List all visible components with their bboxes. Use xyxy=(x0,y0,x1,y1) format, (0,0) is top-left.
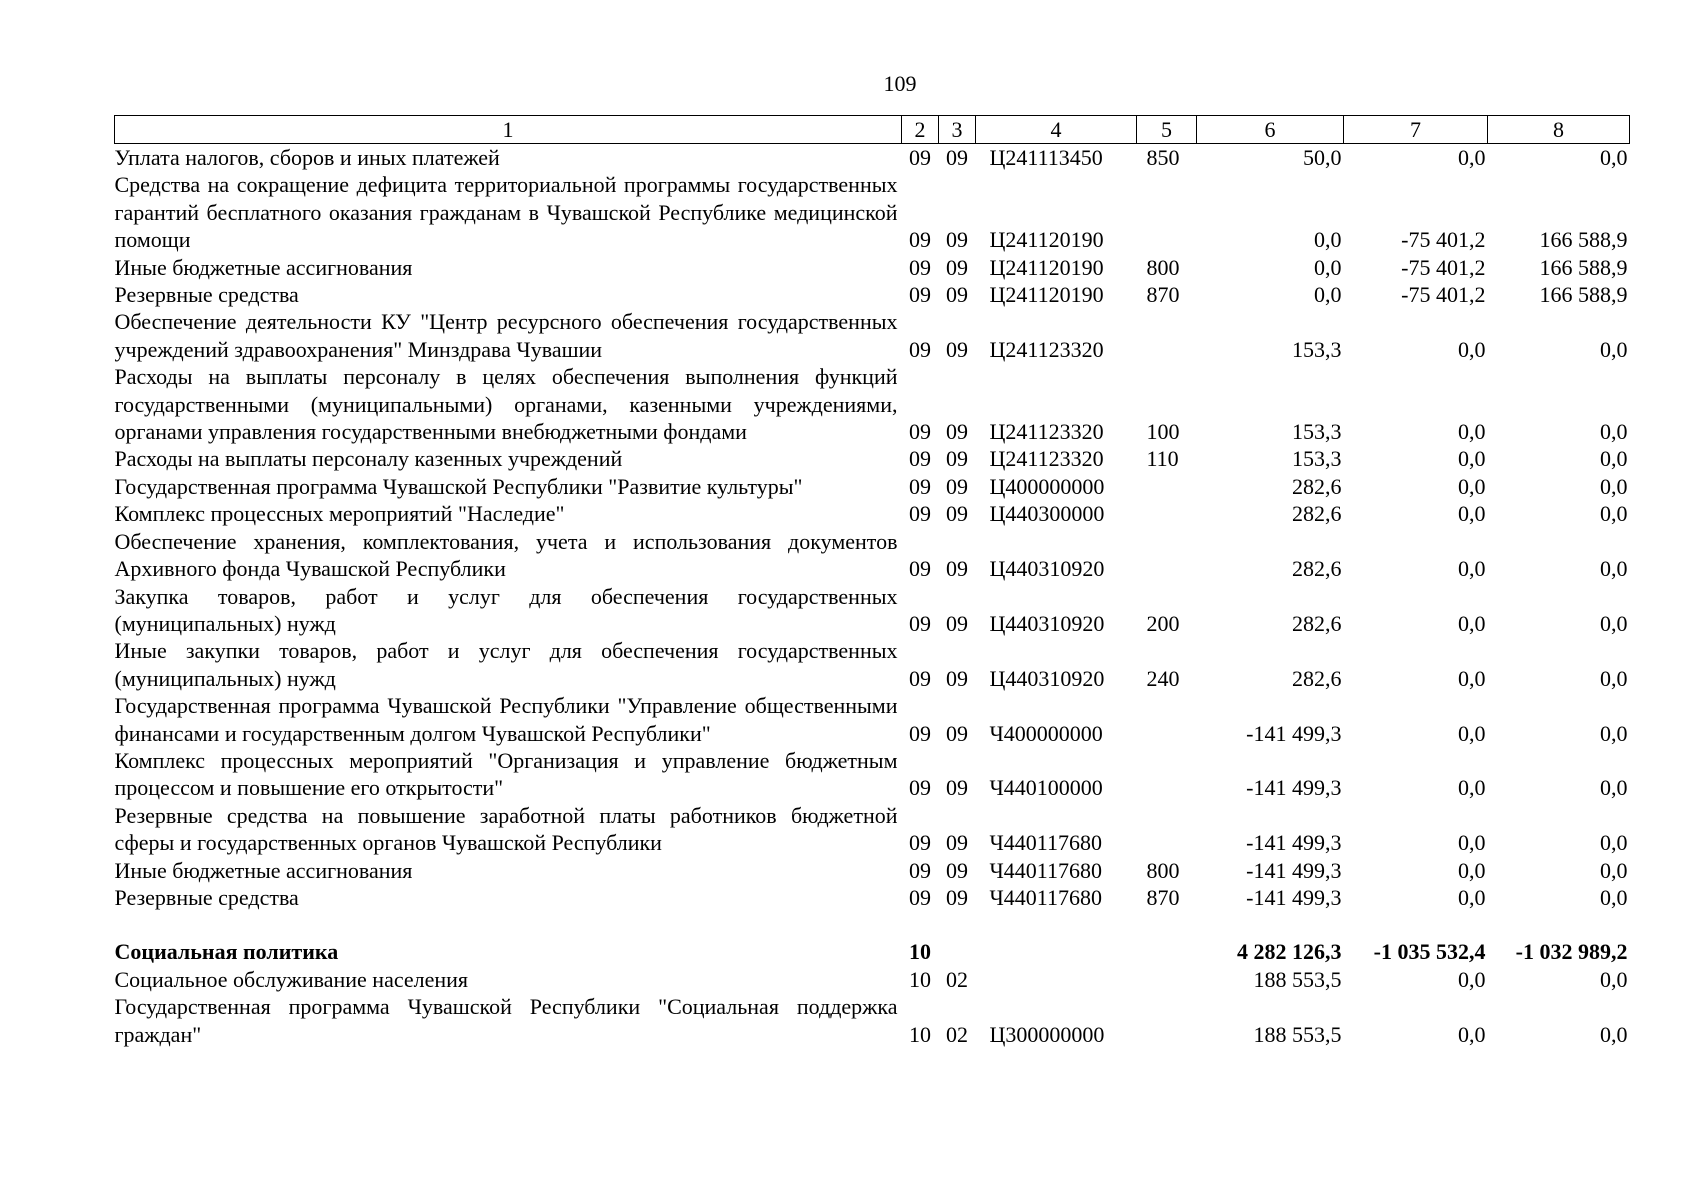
row-name-cell: Комплекс процессных мероприятий "Организация и управление бюджетным процессом и повышение его открытости" xyxy=(114,747,898,801)
row-subsection-cell: 02 xyxy=(946,966,968,992)
row-subsection-cell: 09 xyxy=(946,336,968,362)
table-row xyxy=(115,171,1630,253)
row-subsection-cell xyxy=(939,938,976,965)
row-value-6-cell: 282,6 xyxy=(1292,610,1342,636)
row-value-7-cell: -75 401,2 xyxy=(1401,254,1486,280)
table-row xyxy=(115,363,1630,445)
row-target-article-cell: Ц241113450 xyxy=(989,145,1103,170)
row-expense-type-cell: 850 xyxy=(1146,145,1180,170)
spacer-cell xyxy=(115,911,1630,938)
row-value-6-cell: -141 499,3 xyxy=(1246,830,1342,856)
row-target-article-cell: Ц300000000 xyxy=(989,1021,1105,1047)
column-header-5: 5 xyxy=(1137,116,1197,144)
row-subsection-cell: 09 xyxy=(946,145,968,170)
table-row xyxy=(115,144,1630,172)
table-row xyxy=(115,254,1630,281)
row-expense-type-cell xyxy=(1137,528,1197,583)
row-value-8-cell: 0,0 xyxy=(1600,336,1628,362)
table-header xyxy=(115,116,1630,144)
row-target-article-cell: Ч440117680 xyxy=(989,830,1102,856)
row-target-article-cell: Ц241120190 xyxy=(989,227,1104,253)
row-name-cell: Обеспечение хранения, комплектования, учета и использования документов Архивного фонда Чувашской Республики xyxy=(114,528,898,582)
row-value-8-cell: 0,0 xyxy=(1600,556,1628,582)
row-name-cell: Уплата налогов, сборов и иных платежей xyxy=(114,145,500,170)
row-value-6-cell: 0,0 xyxy=(1314,227,1342,253)
row-value-6-cell: -141 499,3 xyxy=(1246,720,1342,746)
row-value-8-cell: 0,0 xyxy=(1600,473,1628,499)
column-header-6: 6 xyxy=(1197,116,1344,144)
row-value-7-cell: 0,0 xyxy=(1458,830,1486,856)
row-expense-type-cell: 800 xyxy=(1146,857,1180,883)
row-subsection-cell: 09 xyxy=(946,720,968,746)
row-expense-type-cell xyxy=(1137,747,1197,802)
row-name-cell: Резервные средства xyxy=(114,884,299,910)
row-target-article-cell: Ц241123320 xyxy=(989,446,1104,472)
row-value-6-cell: 153,3 xyxy=(1292,419,1342,445)
row-value-7-cell: -75 401,2 xyxy=(1401,282,1486,308)
row-target-article-cell: Ц241123320 xyxy=(989,336,1104,362)
row-value-8-cell: 0,0 xyxy=(1600,830,1628,856)
table-row xyxy=(115,637,1630,692)
row-target-article-cell: Ц241120190 xyxy=(989,254,1104,280)
row-value-7-cell: 0,0 xyxy=(1458,720,1486,746)
row-value-7-cell: -75 401,2 xyxy=(1401,227,1486,253)
row-expense-type-cell xyxy=(1137,938,1197,965)
row-section-cell: 09 xyxy=(909,419,931,445)
row-value-6-cell: 188 553,5 xyxy=(1253,1021,1342,1047)
row-expense-type-cell xyxy=(1137,171,1197,253)
row-section-cell: 09 xyxy=(909,775,931,801)
row-name-cell: Резервные средства на повышение заработной платы работников бюджетной сферы и государственных органов Чувашской Республики xyxy=(114,802,898,856)
row-value-8-cell: 0,0 xyxy=(1600,610,1628,636)
row-subsection-cell: 09 xyxy=(946,254,968,280)
row-expense-type-cell xyxy=(1137,692,1197,747)
row-subsection-cell: 09 xyxy=(946,282,968,308)
row-section-cell: 09 xyxy=(909,610,931,636)
row-value-7-cell: 0,0 xyxy=(1458,419,1486,445)
row-expense-type-cell xyxy=(1137,308,1197,363)
table-row xyxy=(115,747,1630,802)
row-target-article-cell: Ч440117680 xyxy=(989,857,1102,883)
table-row xyxy=(115,473,1630,500)
row-name-cell: Расходы на выплаты персоналу казенных учреждений xyxy=(114,446,623,472)
row-value-8-cell: 0,0 xyxy=(1600,884,1628,910)
row-value-8-cell: 0,0 xyxy=(1600,419,1628,445)
row-section-cell: 09 xyxy=(909,830,931,856)
row-value-8-cell: 0,0 xyxy=(1600,966,1628,992)
row-value-8-cell: 166 588,9 xyxy=(1539,227,1628,253)
row-section-cell: 09 xyxy=(909,336,931,362)
row-expense-type-cell xyxy=(1137,966,1197,993)
row-section-cell: 09 xyxy=(909,254,931,280)
table-row xyxy=(115,802,1630,857)
row-name-cell: Иные бюджетные ассигнования xyxy=(114,857,413,883)
row-expense-type-cell xyxy=(1137,993,1197,1048)
table-row xyxy=(115,884,1630,911)
row-value-8-cell: 0,0 xyxy=(1600,720,1628,746)
table-row xyxy=(115,445,1630,472)
row-value-7-cell: 0,0 xyxy=(1458,1021,1486,1047)
row-section-cell: 09 xyxy=(909,501,931,527)
row-name-cell: Государственная программа Чувашской Республики "Социальная поддержка граждан" xyxy=(114,994,898,1047)
row-name-cell: Закупка товаров, работ и услуг для обеспечения государственных (муниципальных) нужд xyxy=(114,583,898,636)
row-value-7-cell: -1 035 532,4 xyxy=(1373,939,1486,965)
row-section-cell: 09 xyxy=(909,884,931,910)
row-expense-type-cell xyxy=(1137,473,1197,500)
row-name-cell: Иные бюджетные ассигнования xyxy=(114,254,413,280)
table-row xyxy=(115,857,1630,884)
row-value-6-cell: -141 499,3 xyxy=(1246,775,1342,801)
row-name-cell: Резервные средства xyxy=(114,282,299,308)
column-header-2: 2 xyxy=(902,116,939,144)
row-expense-type-cell xyxy=(1137,802,1197,857)
row-value-7-cell: 0,0 xyxy=(1458,556,1486,582)
row-value-6-cell: 0,0 xyxy=(1314,282,1342,308)
row-target-article-cell xyxy=(976,938,1137,965)
row-target-article-cell: Ц440310920 xyxy=(989,556,1105,582)
row-value-6-cell: 50,0 xyxy=(1303,145,1342,170)
row-section-cell: 09 xyxy=(909,665,931,691)
column-header-3: 3 xyxy=(939,116,976,144)
row-value-6-cell: 282,6 xyxy=(1292,556,1342,582)
row-section-cell: 09 xyxy=(909,145,931,170)
column-header-4: 4 xyxy=(976,116,1137,144)
row-name-cell: Государственная программа Чувашской Республики "Развитие культуры" xyxy=(114,473,803,499)
table-body xyxy=(115,144,1630,1049)
table-row xyxy=(115,993,1630,1048)
row-subsection-cell: 09 xyxy=(946,857,968,883)
row-subsection-cell: 09 xyxy=(946,884,968,910)
row-subsection-cell: 09 xyxy=(946,830,968,856)
row-value-8-cell: 0,0 xyxy=(1600,446,1628,472)
row-target-article-cell: Ц440300000 xyxy=(989,501,1105,527)
row-value-7-cell: 0,0 xyxy=(1458,446,1486,472)
row-value-8-cell: 166 588,9 xyxy=(1539,282,1628,308)
row-value-7-cell: 0,0 xyxy=(1458,145,1486,170)
row-subsection-cell: 09 xyxy=(946,775,968,801)
row-subsection-cell: 09 xyxy=(946,501,968,527)
row-section-cell: 10 xyxy=(909,939,931,965)
row-subsection-cell: 09 xyxy=(946,446,968,472)
row-subsection-cell: 09 xyxy=(946,610,968,636)
row-expense-type-cell: 870 xyxy=(1146,282,1180,308)
row-subsection-cell: 02 xyxy=(946,1021,968,1047)
table-row xyxy=(115,308,1630,363)
row-name-cell: Обеспечение деятельности КУ "Центр ресурсного обеспечения государственных учреждений здравоохранения" Минздрава Чувашии xyxy=(114,309,898,362)
row-target-article-cell: Ч400000000 xyxy=(989,720,1103,746)
row-section-cell: 09 xyxy=(909,556,931,582)
column-header-1: 1 xyxy=(115,116,902,144)
row-value-7-cell: 0,0 xyxy=(1458,966,1486,992)
table-row xyxy=(115,583,1630,638)
row-value-8-cell: 0,0 xyxy=(1600,1021,1628,1047)
row-value-7-cell: 0,0 xyxy=(1458,336,1486,362)
row-target-article-cell: Ц440310920 xyxy=(989,665,1105,691)
row-name-cell: Средства на сокращение дефицита территориальной программы государственных гарантий бесплатного оказания гражданам в Чувашской Республике медицинской помощи xyxy=(114,172,898,253)
row-target-article-cell xyxy=(976,966,1137,993)
row-name-cell: Расходы на выплаты персоналу в целях обеспечения выполнения функций государственными (муниципальными) органами, казенными учреждениями, органами управления государственными внебюджетными фондами xyxy=(114,364,898,445)
spacer-row xyxy=(115,911,1630,938)
row-value-6-cell: 0,0 xyxy=(1314,254,1342,280)
row-expense-type-cell: 200 xyxy=(1146,610,1180,636)
row-name-cell: Иные закупки товаров, работ и услуг для обеспечения государственных (муниципальных) нужд xyxy=(114,638,898,691)
row-expense-type-cell: 800 xyxy=(1146,254,1180,280)
budget-table xyxy=(114,115,1630,1048)
row-section-cell: 09 xyxy=(909,446,931,472)
row-expense-type-cell: 870 xyxy=(1146,884,1180,910)
row-value-8-cell: 0,0 xyxy=(1600,857,1628,883)
row-value-6-cell: 282,6 xyxy=(1292,473,1342,499)
row-section-cell: 09 xyxy=(909,473,931,499)
row-target-article-cell: Ц440310920 xyxy=(989,610,1105,636)
row-name-cell: Социальное обслуживание населения xyxy=(114,966,469,992)
row-subsection-cell: 09 xyxy=(946,473,968,499)
row-value-7-cell: 0,0 xyxy=(1458,610,1486,636)
row-expense-type-cell: 100 xyxy=(1146,419,1180,445)
row-section-cell: 09 xyxy=(909,720,931,746)
row-target-article-cell: Ц241123320 xyxy=(989,419,1104,445)
row-value-8-cell: 0,0 xyxy=(1600,665,1628,691)
row-section-cell: 09 xyxy=(909,227,931,253)
row-value-8-cell: 0,0 xyxy=(1600,145,1628,170)
row-section-cell: 09 xyxy=(909,282,931,308)
table-row xyxy=(115,500,1630,527)
section-total-row xyxy=(115,938,1630,965)
row-expense-type-cell: 240 xyxy=(1146,665,1180,691)
page-number: 109 xyxy=(883,71,917,96)
row-subsection-cell: 09 xyxy=(946,227,968,253)
row-expense-type-cell xyxy=(1137,500,1197,527)
row-target-article-cell: Ц241120190 xyxy=(989,282,1104,308)
row-expense-type-cell: 110 xyxy=(1146,446,1179,472)
row-value-7-cell: 0,0 xyxy=(1458,665,1486,691)
row-value-8-cell: 166 588,9 xyxy=(1539,254,1628,280)
row-value-7-cell: 0,0 xyxy=(1458,501,1486,527)
row-target-article-cell: Ч440100000 xyxy=(989,775,1103,801)
row-name-cell: Государственная программа Чувашской Республики "Управление общественными финансами и государственным долгом Чувашской Республики" xyxy=(114,693,898,746)
row-value-6-cell: 153,3 xyxy=(1292,446,1342,472)
table-row xyxy=(115,966,1630,993)
row-value-7-cell: 0,0 xyxy=(1458,884,1486,910)
row-value-8-cell: -1 032 989,2 xyxy=(1515,939,1628,965)
row-value-6-cell: 153,3 xyxy=(1292,336,1342,362)
row-section-cell: 09 xyxy=(909,857,931,883)
row-target-article-cell: Ч440117680 xyxy=(989,884,1102,910)
row-subsection-cell: 09 xyxy=(946,665,968,691)
row-target-article-cell: Ц400000000 xyxy=(989,473,1105,499)
row-section-cell: 10 xyxy=(909,1021,931,1047)
row-value-6-cell: -141 499,3 xyxy=(1246,857,1342,883)
row-section-cell: 10 xyxy=(909,966,931,992)
row-value-8-cell: 0,0 xyxy=(1600,775,1628,801)
row-subsection-cell: 09 xyxy=(946,419,968,445)
row-value-6-cell: 188 553,5 xyxy=(1253,966,1342,992)
row-name-cell: Социальная политика xyxy=(114,939,339,965)
row-value-6-cell: 4 282 126,3 xyxy=(1237,939,1342,965)
row-value-8-cell: 0,0 xyxy=(1600,501,1628,527)
row-name-cell: Комплекс процессных мероприятий "Наследие" xyxy=(114,501,565,527)
row-value-6-cell: 282,6 xyxy=(1292,665,1342,691)
row-value-7-cell: 0,0 xyxy=(1458,857,1486,883)
table-row xyxy=(115,692,1630,747)
row-value-7-cell: 0,0 xyxy=(1458,473,1486,499)
row-value-6-cell: -141 499,3 xyxy=(1246,884,1342,910)
row-value-7-cell: 0,0 xyxy=(1458,775,1486,801)
table-row xyxy=(115,281,1630,308)
column-header-7: 7 xyxy=(1344,116,1488,144)
row-subsection-cell: 09 xyxy=(946,556,968,582)
row-value-6-cell: 282,6 xyxy=(1292,501,1342,527)
column-header-8: 8 xyxy=(1488,116,1630,144)
table-row xyxy=(115,528,1630,583)
